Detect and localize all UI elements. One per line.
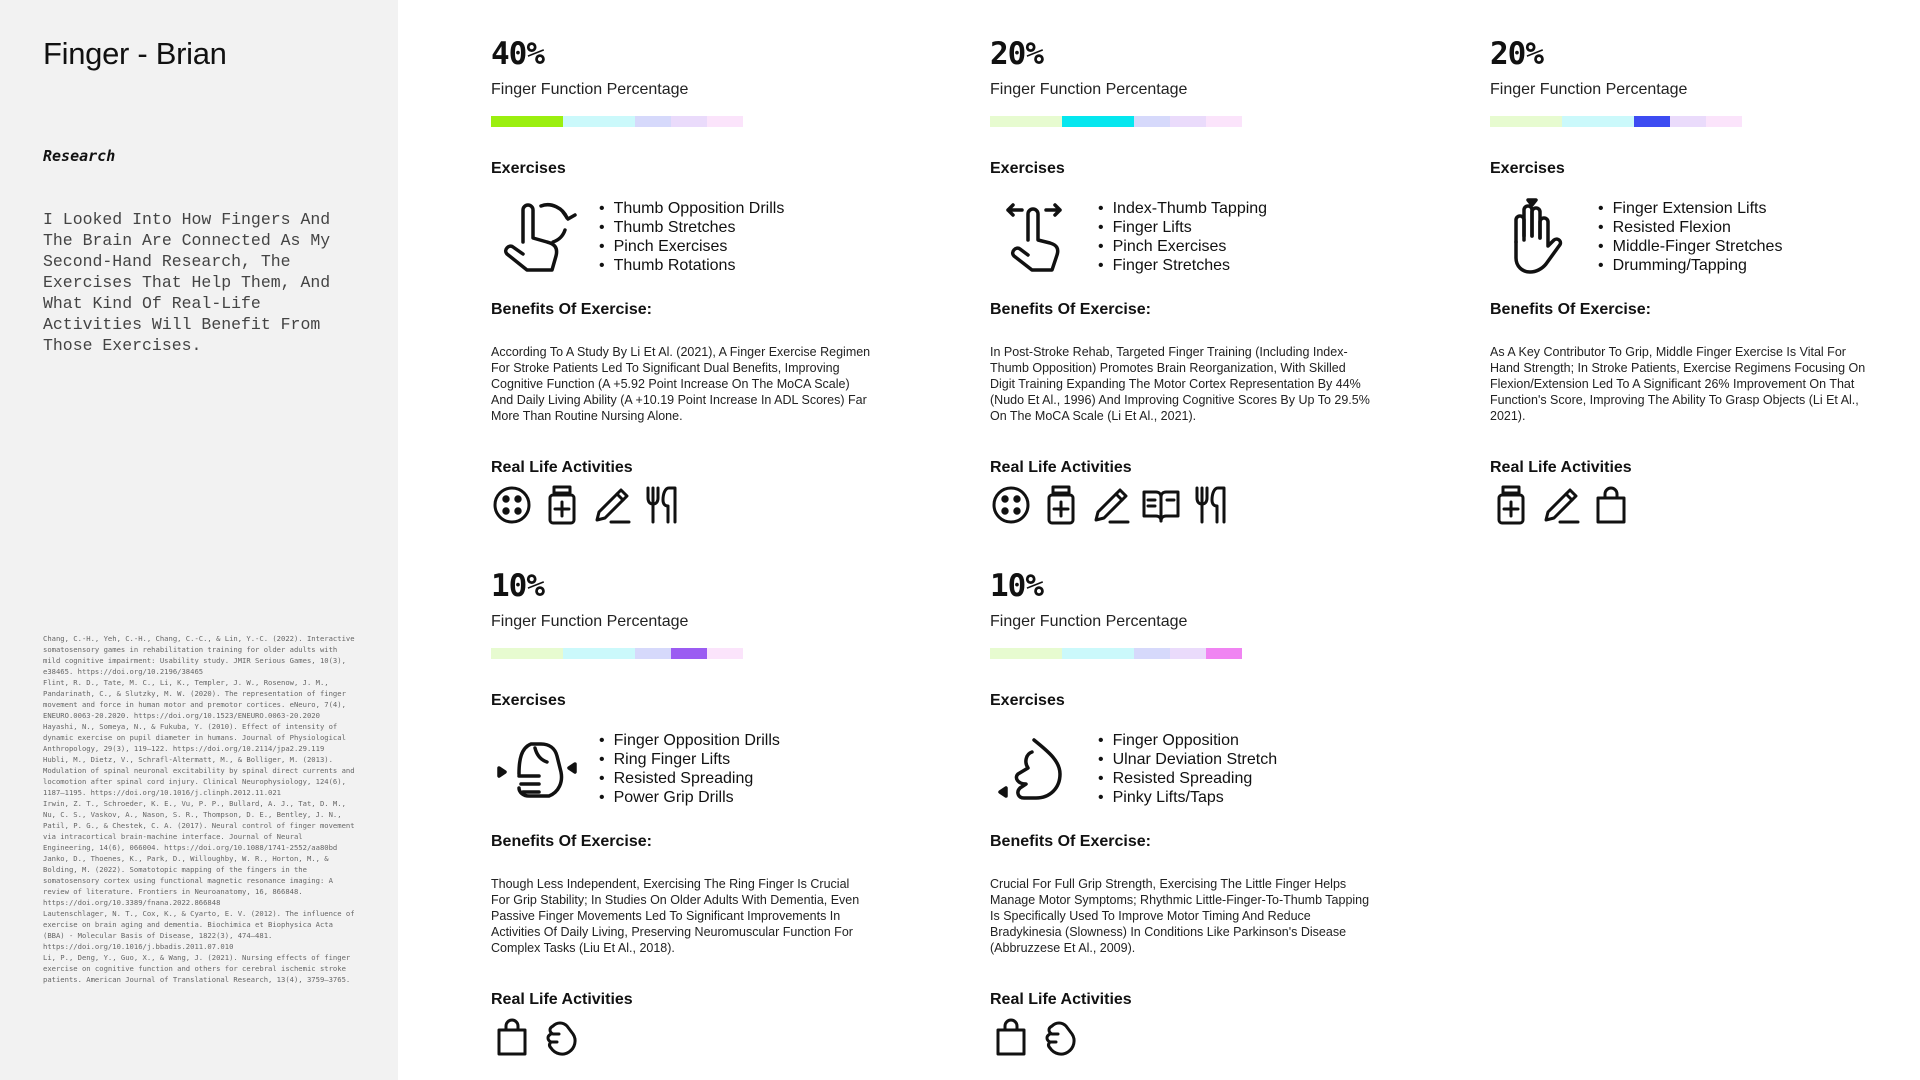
benefits-heading: Benefits Of Exercise: (491, 833, 652, 850)
real-life-activities-icons (491, 484, 683, 526)
progress-segment (1706, 116, 1742, 127)
grip-spread-icon (495, 728, 579, 812)
reference-item: Li, P., Deng, Y., Guo, X., & Wang, J. (2021). Nursing effects of finger exercise on cognitive function and others for cerebral ischemic stroke patients. American Journal of Translational Research, 13(4), 3759–3765. (43, 953, 351, 984)
progress-segment (1206, 116, 1242, 127)
grip-hand-icon (541, 1016, 583, 1058)
progress-segment (1134, 116, 1170, 127)
progress-segment (1062, 648, 1134, 659)
reference-item: Janko, D., Thoenes, K., Park, D., Willoughby, W. R., Horton, M., & Bolding, M. (2022). Somatotopic mapping of the fingers in the somatosensory cortex using functional magnetic resonance imaging: A review of literature. Frontiers in Neuroanatomy, 16, 866848. https://doi.org/10.3389/fnana.2022.866848 (43, 854, 333, 907)
progress-segment (707, 116, 743, 127)
progress-segment (1170, 116, 1206, 127)
shopping-bag-icon (491, 1016, 533, 1058)
finger-function-bar (990, 116, 1350, 127)
shopping-bag-icon (990, 1016, 1032, 1058)
grip-hand-icon (1040, 1016, 1082, 1058)
exercise-item: • Resisted Spreading (1098, 769, 1277, 788)
progress-segment (671, 648, 707, 659)
pinky-stretch-icon (994, 728, 1078, 812)
finger-function-bar (491, 648, 851, 659)
progress-segment (671, 116, 707, 127)
exercise-list (1098, 731, 1277, 807)
finger-function-percent: 10% (491, 568, 544, 604)
thumb-rotation-icon (495, 196, 579, 280)
finger-function-bar (990, 648, 1350, 659)
research-description: I Looked Into How Fingers And The Brain Are Connected As My Second-Hand Research, The Exercises That Help Them, And What Kind Of Real-Life Activities Will Benefit From Those Exercises. (43, 210, 331, 355)
button-icon (491, 484, 533, 526)
finger-function-percent: 10% (990, 568, 1043, 604)
button-icon (990, 484, 1032, 526)
finger-function-label: Finger Function Percentage (990, 613, 1188, 630)
sidebar (0, 0, 398, 1080)
benefits-heading: Benefits Of Exercise: (990, 301, 1151, 318)
progress-segment (1670, 116, 1706, 127)
benefits-heading: Benefits Of Exercise: (990, 833, 1151, 850)
exercise-list (1098, 199, 1267, 275)
finger-function-bar (491, 116, 851, 127)
exercise-item: • Pinky Lifts/Taps (1098, 788, 1277, 807)
exercises-heading: Exercises (491, 692, 566, 709)
real-life-activities-heading: Real Life Activities (1490, 459, 1632, 476)
reference-item: Chang, C.-H., Yeh, C.-H., Chang, C.-C., & Lin, Y.-C. (2022). Interactive somatosensory games in rehabilitation training for older adults with mild cognitive impairment: Usability study. JMIR Serious Games, 10(3), e38465. https://doi.org/10.2196/38465 (43, 634, 355, 676)
progress-segment (563, 116, 635, 127)
exercise-item: • Thumb Opposition Drills (599, 199, 784, 218)
references-list (43, 633, 358, 985)
exercise-item: • Power Grip Drills (599, 788, 780, 807)
exercise-item: • Pinch Exercises (1098, 237, 1267, 256)
finger-function-percent: 20% (990, 36, 1043, 72)
finger-function-bar (1490, 116, 1850, 127)
pencil-icon (1540, 484, 1582, 526)
research-label: Research (43, 147, 116, 165)
exercise-item: • Resisted Spreading (599, 769, 780, 788)
exercise-list (1598, 199, 1782, 275)
exercise-item: • Ulnar Deviation Stretch (1098, 750, 1277, 769)
progress-segment (1634, 116, 1670, 127)
progress-segment (990, 648, 1062, 659)
progress-segment (1562, 116, 1634, 127)
exercise-item: • Finger Opposition (1098, 731, 1277, 750)
finger-card (1490, 36, 1890, 556)
benefits-heading: Benefits Of Exercise: (1490, 301, 1651, 318)
benefits-text: According To A Study By Li Et Al. (2021), A Finger Exercise Regimen For Stroke Patients Led To Significant Dual Benefits, Improving Cognitive Function (A +5.92 Point Increase On The MoCA Scale) And Daily Living Ability (A +10.19 Point Increase In ADL Scores) Far More Than Routine Nursing Alone. (491, 345, 871, 423)
exercise-item: • Ring Finger Lifts (599, 750, 780, 769)
progress-segment (491, 648, 563, 659)
exercise-item: • Finger Lifts (1098, 218, 1267, 237)
medicine-bottle-icon (1490, 484, 1532, 526)
real-life-activities-heading: Real Life Activities (491, 459, 633, 476)
reference-item: Irwin, Z. T., Schroeder, K. E., Vu, P. P., Bullard, A. J., Tat, D. M., Nu, C. S., Vaskov, A., Nason, S. R., Thompson, D. E., Bentley, J. N., Patil, P. G., & Chestek, C. A. (2017). Neural control of finger movement via intracortical brain-machine interface. Journal of Neural Engineering, 14(6), 066004. https://doi.org/10.1088/1741-2552/aa80bd (43, 799, 355, 852)
finger-function-label: Finger Function Percentage (1490, 81, 1688, 98)
progress-segment (563, 648, 635, 659)
benefits-heading: Benefits Of Exercise: (491, 301, 652, 318)
reference-item: Lautenschlager, N. T., Cox, K., & Cyarto, E. V. (2012). The influence of exercise on brain aging and dementia. Biochimica et Biophysica Acta (BBA) - Molecular Basis of Disease, 1822(3), 474–481. https://doi.org/10.1016/j.bbadis.2011.07.010 (43, 909, 355, 951)
benefits-text: In Post-Stroke Rehab, Targeted Finger Training (Including Index-Thumb Opposition) Promotes Brain Reorganization, With Skilled Digit Training Expanding The Motor Cortex Representation By 44% (Nudo Et Al., 1996) And Improving Cognitive Scores By Up To 29.5% On The MoCA Scale (Li Et Al., 2021). (990, 345, 1370, 423)
finger-card (491, 36, 891, 556)
exercise-list (599, 199, 784, 275)
progress-segment (1170, 648, 1206, 659)
real-life-activities-icons (491, 1016, 583, 1058)
exercise-item: • Pinch Exercises (599, 237, 784, 256)
finger-card (990, 568, 1390, 1080)
exercises-heading: Exercises (990, 160, 1065, 177)
exercise-item: • Finger Extension Lifts (1598, 199, 1782, 218)
finger-function-percent: 20% (1490, 36, 1543, 72)
index-finger-swipe-icon (994, 196, 1078, 280)
real-life-activities-icons (990, 1016, 1082, 1058)
progress-segment (1490, 116, 1562, 127)
exercises-heading: Exercises (491, 160, 566, 177)
benefits-text: Crucial For Full Grip Strength, Exercising The Little Finger Helps Manage Motor Symptoms; Rhythmic Little-Finger-To-Thumb Tapping Is Specifically Used To Improve Motor Timing And Reduce Bradykinesia (Slowness) In Conditions Like Parkinson's Disease (Abbruzzese Et Al., 2009). (990, 877, 1370, 955)
medicine-bottle-icon (1040, 484, 1082, 526)
reference-item: Flint, R. D., Tate, M. C., Li, K., Templer, J. W., Rosenow, J. M., Pandarinath, C., & Slutzky, M. W. (2020). The representation of finger movement and force in human motor and premotor cortices. eNeuro, 7(4), ENEURO.0063-20.2020. https://doi.org/10.1523/ENEURO.0063-20.2020 (43, 678, 346, 720)
exercises-heading: Exercises (1490, 160, 1565, 177)
pencil-icon (591, 484, 633, 526)
exercise-item: • Finger Stretches (1098, 256, 1267, 275)
exercise-item: • Drumming/Tapping (1598, 256, 1782, 275)
exercise-item: • Index-Thumb Tapping (1098, 199, 1267, 218)
progress-segment (1062, 116, 1134, 127)
real-life-activities-icons (1490, 484, 1632, 526)
utensils-icon (641, 484, 683, 526)
exercise-item: • Resisted Flexion (1598, 218, 1782, 237)
progress-segment (707, 648, 743, 659)
exercise-item: • Thumb Stretches (599, 218, 784, 237)
finger-card (990, 36, 1390, 556)
page-title: Finger - Brian (43, 36, 227, 71)
exercise-item: • Finger Opposition Drills (599, 731, 780, 750)
utensils-icon (1190, 484, 1232, 526)
progress-segment (1134, 648, 1170, 659)
finger-function-label: Finger Function Percentage (990, 81, 1188, 98)
progress-segment (990, 116, 1062, 127)
finger-function-percent: 40% (491, 36, 544, 72)
pencil-icon (1090, 484, 1132, 526)
raised-hand-icon (1494, 196, 1578, 280)
progress-segment (1206, 648, 1242, 659)
benefits-text: As A Key Contributor To Grip, Middle Finger Exercise Is Vital For Hand Strength; In Stroke Patients, Exercise Regimens Focusing On Flexion/Extension Led To A Significant 26% Improvement On That Function's Score, Improving The Ability To Grasp Objects (Li Et Al., 2021). (1490, 345, 1866, 423)
reference-item: Hayashi, N., Someya, N., & Fukuba, Y. (2010). Effect of intensity of dynamic exercise on pupil diameter in humans. Journal of Physiological Anthropology, 29(3), 119–122. https://doi.org/10.2114/jpa2.29.119 (43, 722, 346, 753)
exercise-item: • Middle-Finger Stretches (1598, 237, 1782, 256)
finger-function-label: Finger Function Percentage (491, 613, 689, 630)
progress-segment (635, 648, 671, 659)
book-icon (1140, 484, 1182, 526)
real-life-activities-heading: Real Life Activities (990, 991, 1132, 1008)
finger-card (491, 568, 891, 1080)
exercise-list (599, 731, 780, 807)
benefits-text: Though Less Independent, Exercising The Ring Finger Is Crucial For Grip Stability; In Studies On Older Adults With Dementia, Even Passive Finger Movements Led To Significant Improvements In Activities Of Daily Living, Preserving Neuromuscular Function For Complex Tasks (Liu Et Al., 2018). (491, 877, 860, 955)
real-life-activities-heading: Real Life Activities (990, 459, 1132, 476)
shopping-bag-icon (1590, 484, 1632, 526)
progress-segment (635, 116, 671, 127)
exercises-heading: Exercises (990, 692, 1065, 709)
exercise-item: • Thumb Rotations (599, 256, 784, 275)
progress-segment (491, 116, 563, 127)
medicine-bottle-icon (541, 484, 583, 526)
finger-function-label: Finger Function Percentage (491, 81, 689, 98)
real-life-activities-icons (990, 484, 1232, 526)
reference-item: Hubli, M., Dietz, V., Schrafl-Altermatt, M., & Bolliger, M. (2013). Modulation of spinal neuronal excitability by spinal direct currents and locomotion after spinal cord injury. Clinical Neurophysiology, 124(6), 1187–1195. https://doi.org/10.1016/j.clinph.2012.11.021 (43, 755, 355, 797)
real-life-activities-heading: Real Life Activities (491, 991, 633, 1008)
